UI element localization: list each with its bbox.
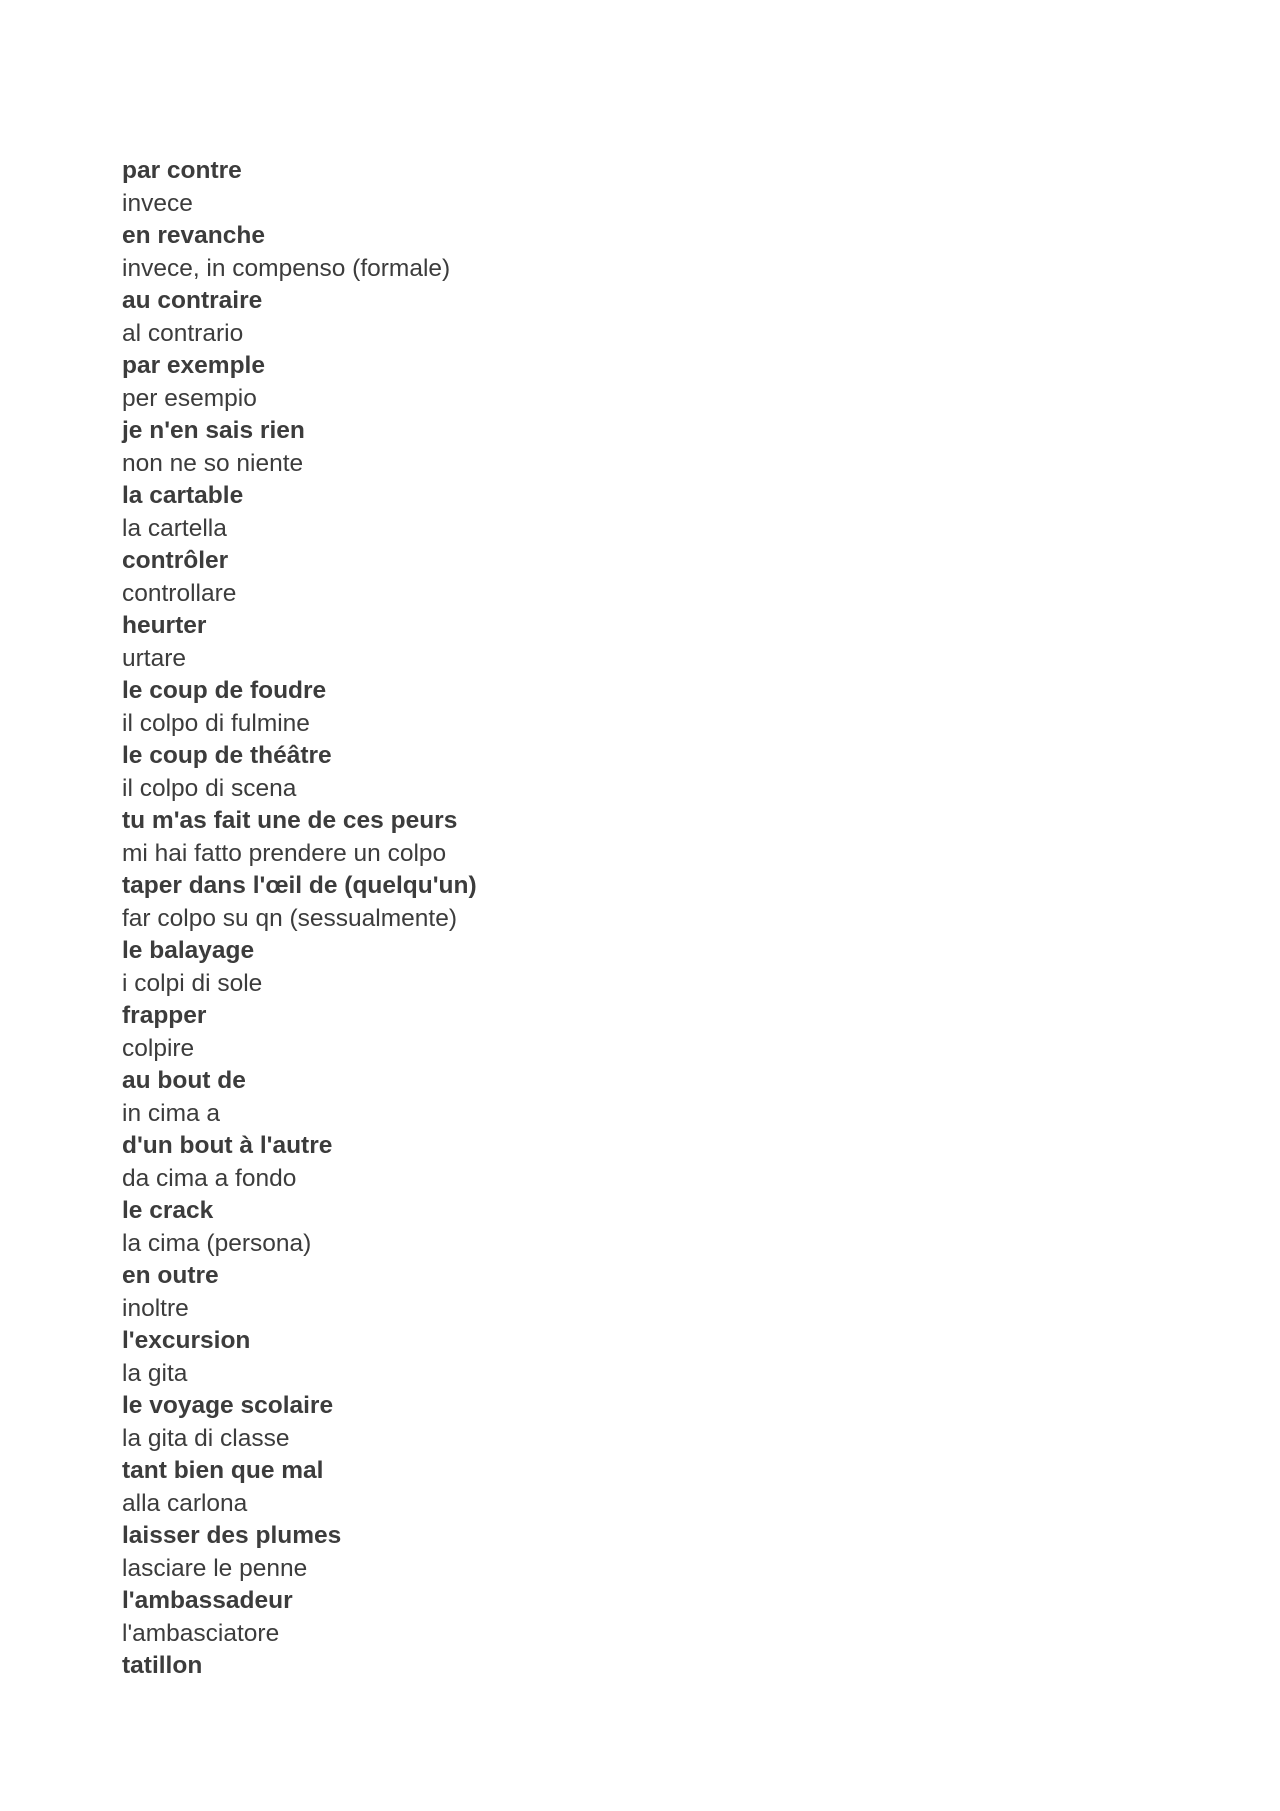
entry-term: heurter — [122, 612, 207, 639]
entry-translation: colpire — [122, 1034, 195, 1062]
entry-term: tu m'as fait une de ces peurs — [122, 807, 458, 834]
entry-term: je n'en sais rien — [122, 417, 305, 444]
entry-translation: la cima (persona) — [122, 1229, 312, 1257]
entry-term: la cartable — [122, 482, 244, 509]
vocabulary-entry — [122, 1260, 477, 1325]
entry-translation: i colpi di sole — [122, 969, 263, 997]
vocabulary-entry — [122, 1455, 477, 1520]
entry-translation: non ne so niente — [122, 449, 304, 477]
vocabulary-entry — [122, 1650, 477, 1683]
entry-translation: la cartella — [122, 514, 227, 542]
entry-term: par exemple — [122, 352, 265, 379]
entry-term: le voyage scolaire — [122, 1392, 334, 1419]
vocabulary-entry — [122, 1065, 477, 1130]
entry-term: l'excursion — [122, 1327, 251, 1354]
entry-term: l'ambassadeur — [122, 1587, 293, 1614]
vocabulary-entry — [122, 480, 477, 545]
entry-term: le crack — [122, 1197, 214, 1224]
vocabulary-entry — [122, 1000, 477, 1065]
entry-term: au contraire — [122, 287, 263, 314]
entry-translation: al contrario — [122, 319, 244, 347]
entry-term: au bout de — [122, 1067, 246, 1094]
vocabulary-entry — [122, 350, 477, 415]
entry-translation: la gita — [122, 1359, 188, 1387]
entry-term: contrôler — [122, 547, 229, 574]
vocabulary-entry — [122, 415, 477, 480]
entry-translation: la gita di classe — [122, 1424, 290, 1452]
vocabulary-entry — [122, 610, 477, 675]
vocabulary-entry — [122, 870, 477, 935]
entry-translation: invece — [122, 189, 193, 217]
vocabulary-entry — [122, 805, 477, 870]
vocabulary-entry — [122, 935, 477, 1000]
entry-translation: da cima a fondo — [122, 1164, 297, 1192]
entry-translation: alla carlona — [122, 1489, 248, 1517]
vocabulary-list — [122, 155, 477, 1683]
entry-term: en revanche — [122, 222, 265, 249]
vocabulary-entry — [122, 1520, 477, 1585]
entry-term: par contre — [122, 157, 242, 184]
entry-term: le coup de foudre — [122, 677, 327, 704]
entry-translation: il colpo di fulmine — [122, 709, 310, 737]
entry-term: le balayage — [122, 937, 255, 964]
entry-translation: mi hai fatto prendere un colpo — [122, 839, 447, 867]
entry-term: frapper — [122, 1002, 207, 1029]
vocabulary-entry — [122, 1585, 477, 1650]
vocabulary-entry — [122, 155, 477, 220]
entry-term: tatillon — [122, 1652, 203, 1679]
entry-term: d'un bout à l'autre — [122, 1132, 333, 1159]
vocabulary-entry — [122, 675, 477, 740]
vocabulary-entry — [122, 1195, 477, 1260]
entry-term: tant bien que mal — [122, 1457, 324, 1484]
vocabulary-entry — [122, 740, 477, 805]
entry-translation: far colpo su qn (sessualmente) — [122, 904, 457, 932]
entry-translation: urtare — [122, 644, 187, 672]
entry-term: le coup de théâtre — [122, 742, 332, 769]
entry-term: laisser des plumes — [122, 1522, 342, 1549]
entry-translation: il colpo di scena — [122, 774, 297, 802]
vocabulary-entry — [122, 1390, 477, 1455]
entry-translation: l'ambasciatore — [122, 1619, 280, 1647]
entry-translation: in cima a — [122, 1099, 221, 1127]
entry-translation: inoltre — [122, 1294, 189, 1322]
entry-translation: invece, in compenso (formale) — [122, 254, 451, 282]
entry-translation: per esempio — [122, 384, 257, 412]
vocabulary-entry — [122, 545, 477, 610]
vocabulary-entry — [122, 1130, 477, 1195]
vocabulary-entry — [122, 220, 477, 285]
entry-translation: controllare — [122, 579, 237, 607]
entry-term: en outre — [122, 1262, 219, 1289]
vocabulary-entry — [122, 285, 477, 350]
entry-translation: lasciare le penne — [122, 1554, 308, 1582]
vocabulary-entry — [122, 1325, 477, 1390]
entry-term: taper dans l'œil de (quelqu'un) — [122, 872, 477, 899]
